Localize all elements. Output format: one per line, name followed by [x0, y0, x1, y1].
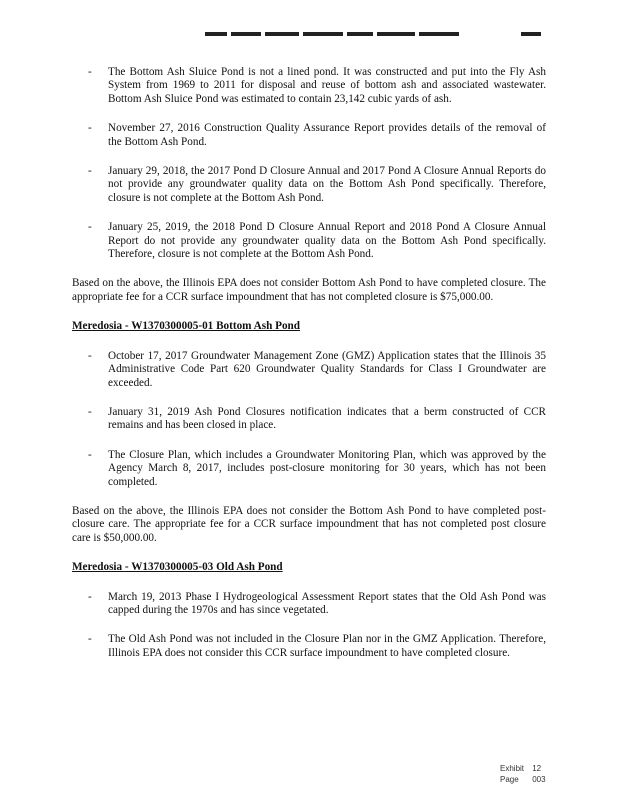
list-item	[88, 122, 546, 149]
list-item	[88, 633, 546, 660]
exhibit-number: 12	[532, 764, 542, 773]
bullet-text: January 29, 2018, the 2017 Pond D Closure Annual and 2017 Pond A Closure Annual Reports do not provide any groundwater quality data on the Bottom Ash Pond specifically. Therefore, closure is not complete at the Bottom Ash Pond.	[108, 165, 546, 204]
conclusion-paragraph: Based on the above, the Illinois EPA does not consider Bottom Ash Pond to have completed closure. The appropriate fee for a CCR surface impoundment that has not completed closure is $75,000.00.	[72, 277, 546, 303]
list-item	[88, 590, 546, 618]
section-heading-bottom-ash-pond: Meredosia - W1370300005-01 Bottom Ash Pond	[72, 320, 300, 333]
bullet-marker: -	[88, 66, 92, 78]
bullet-text: October 17, 2017 Groundwater Management Zone (GMZ) Application states that the Illinois 35 Administrative Code Part 620 Groundwater Quality Standards for Class I Groundwater are exceeded.	[108, 349, 546, 389]
list-item	[88, 221, 546, 261]
bullet-text: The Closure Plan, which includes a Groundwater Monitoring Plan, which was approved by the Agency March 8, 2017, includes post-closure monitoring for 30 years, which has not been completed.	[108, 448, 546, 488]
bullet-text: November 27, 2016 Construction Quality Assurance Report provides details of the removal of the Bottom Ash Pond.	[108, 122, 546, 148]
exhibit-label: Exhibit	[500, 764, 525, 773]
bullet-text: January 25, 2019, the 2018 Pond D Closure Annual Report and 2018 Pond A Closure Annual Report do not provide any groundwater quality data on the Bottom Ash Pond specifically. Therefore, closure is not complete at the Bottom Ash Pond.	[108, 221, 546, 261]
bullet-marker: -	[88, 165, 92, 178]
page-label: Page	[500, 775, 519, 784]
faded-header-text	[205, 30, 541, 38]
bullet-text: The Old Ash Pond was not included in the Closure Plan nor in the GMZ Application. Therefore, Illinois EPA does not consider this CCR surface impoundment to have completed closure.	[108, 633, 546, 659]
list-item	[88, 165, 546, 205]
conclusion-paragraph: Based on the above, the Illinois EPA does not consider the Bottom Ash Pond to have completed post-closure care. The appropriate fee for a CCR surface impoundment that has not completed post closure care is $50,000.00.	[72, 504, 546, 544]
list-item	[88, 405, 546, 433]
page-number: 003	[532, 775, 546, 784]
section-heading-old-ash-pond: Meredosia - W1370300005-03 Old Ash Pond	[72, 561, 283, 574]
document-body	[72, 66, 546, 676]
list-item	[88, 349, 546, 390]
list-item	[88, 66, 546, 106]
bullet-marker: -	[88, 405, 92, 418]
bullet-marker: -	[88, 448, 92, 461]
bullet-marker: -	[88, 633, 92, 646]
bullet-marker: -	[88, 590, 92, 603]
bullet-marker: -	[88, 349, 92, 362]
bullet-marker: -	[88, 221, 92, 234]
bullet-text: The Bottom Ash Sluice Pond is not a lined pond. It was constructed and put into the Fly Ash System from 1969 to 2011 for disposal and reuse of bottom ash and associated wastewater. Bottom Ash Sluice Pond was estimated to contain 23,142 cubic yards of ash.	[108, 66, 546, 105]
bullet-text: January 31, 2019 Ash Pond Closures notification indicates that a berm constructed of CCR remains and has been closed in place.	[108, 405, 546, 432]
exhibit-line	[500, 763, 546, 774]
page-line	[500, 774, 546, 785]
bullet-text: March 19, 2013 Phase I Hydrogeological Assessment Report states that the Old Ash Pond was capped during the 1970s and has since vegetated.	[108, 590, 546, 616]
exhibit-stamp	[500, 763, 546, 785]
bullet-marker: -	[88, 122, 92, 135]
list-item	[88, 448, 546, 489]
